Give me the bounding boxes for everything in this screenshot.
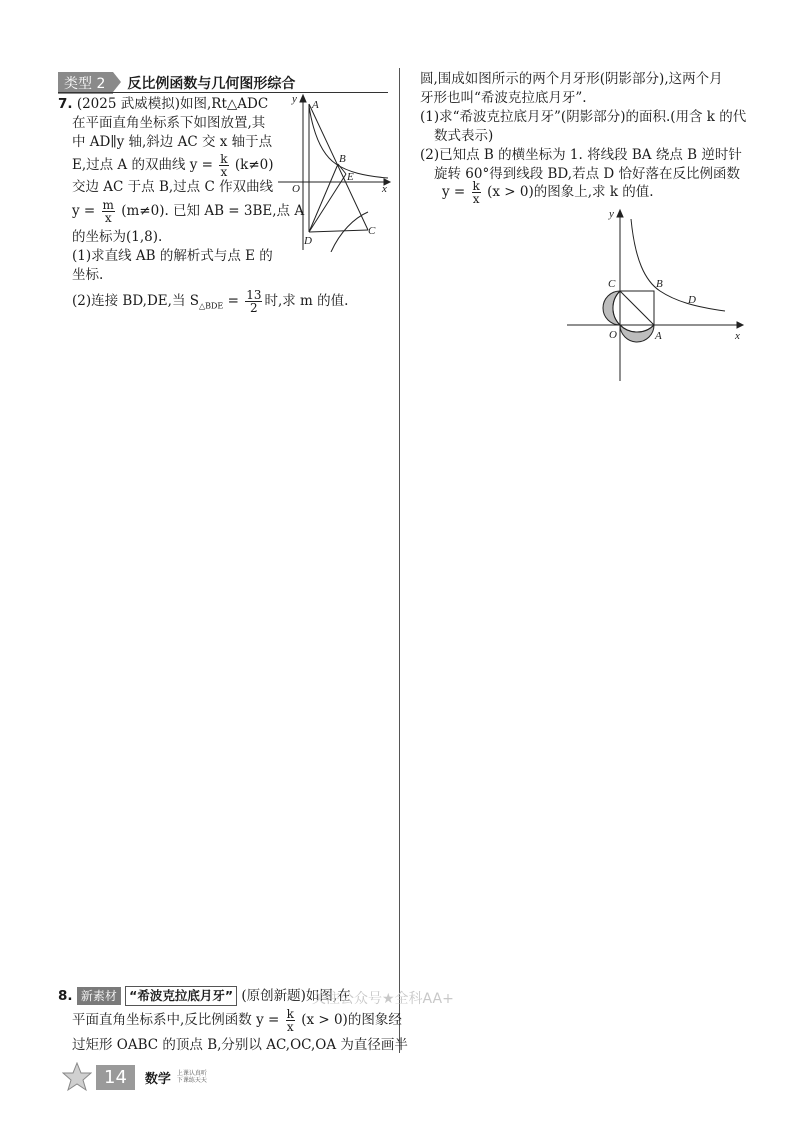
section-title: 反比例函数与几何图形综合 — [127, 76, 296, 92]
fig8-label-c: C — [608, 278, 616, 290]
fig7-segment-bd — [309, 164, 338, 232]
q8-title: “希波克拉底月牙” — [125, 986, 237, 1006]
q7-frac-s: $\frac{13}{2}$ — [246, 288, 262, 315]
star-logo-icon — [62, 1062, 92, 1092]
fig7-label-e: E — [347, 171, 354, 183]
q7-line4a: E,过点 A 的双曲线 y = — [72, 157, 213, 173]
fig8-label-d: D — [688, 294, 696, 306]
footer-subject: 数学 — [144, 1071, 171, 1087]
q7-frac-m: $\frac{m}{x}$ — [102, 198, 114, 225]
q7-number: 7. — [58, 96, 73, 112]
q7-part2c: 时,求 m 的值. — [264, 293, 349, 309]
figure-q8 — [565, 205, 745, 383]
q8-part2c1: y = — [442, 184, 466, 200]
fig8-diagonal-ac — [620, 291, 654, 325]
q7-line1: (2025 武威模拟)如图,Rt△ADC — [76, 96, 269, 112]
q8-number: 8. — [58, 988, 73, 1004]
q8-new-material-badge: 新素材 — [77, 987, 121, 1005]
fig7-label-x: x — [382, 183, 387, 195]
q7-line5: 交边 AC 于点 B,过点 C 作双曲线 — [72, 179, 274, 195]
q8-part2b: 旋转 60°得到线段 BD,若点 D 恰好落在反比例函数 — [434, 166, 740, 182]
footer-slogan: 上课认真听 下课练天天 — [176, 1070, 207, 1084]
fig8-lune-bottom — [620, 325, 654, 342]
q7-line6b: (m≠0). 已知 AB = 3BE,点 A — [121, 203, 305, 219]
q8-line2b: (x > 0)的图象经 — [301, 1012, 402, 1028]
q8-frac-k: $\frac{k}{x}$ — [286, 1007, 294, 1034]
q8-part1b: 数式表示) — [434, 128, 494, 144]
q8-part1a: (1)求“希波克拉底月牙”(阴影部分)的面积.(用含 k 的代 — [420, 109, 747, 125]
q8-part2c2: (x > 0)的图象上,求 k 的值. — [487, 184, 654, 200]
q8-line3: 过矩形 OABC 的顶点 B,分别以 AC,OC,OA 为直径画半 — [72, 1037, 408, 1053]
q8-right-line1: 圆,围成如图所示的两个月牙形(阴影部分),这两个月 — [420, 71, 723, 87]
q8-line2a: 平面直角坐标系中,反比例函数 y = — [72, 1012, 280, 1028]
q8-part2-frac-k: $\frac{k}{x}$ — [472, 179, 480, 206]
q7-part2-sub: △BDE — [198, 301, 224, 311]
column-divider — [399, 68, 400, 1053]
fig7-label-a: A — [312, 99, 319, 111]
q7-line6a: y = — [72, 203, 96, 219]
q8-right-line2: 牙形也叫“希波克拉底月牙”. — [420, 90, 587, 106]
fig7-label-d: D — [304, 235, 312, 247]
q8-part2a: (2)已知点 B 的横坐标为 1. 将线段 BA 绕点 B 逆时针 — [420, 147, 742, 163]
q7-line7: 的坐标为(1,8). — [72, 229, 163, 245]
q8-source: (原创新题)如图,在 — [241, 988, 351, 1004]
fig8-lune-left — [603, 291, 620, 325]
fig7-side-dc — [309, 230, 368, 232]
fig8-label-o: O — [609, 329, 617, 341]
section-tag: 类型 2 — [58, 72, 113, 94]
fig8-label-y: y — [609, 208, 614, 220]
fig7-label-o: O — [292, 183, 300, 195]
fig7-label-y: y — [292, 93, 297, 105]
q7-line2: 在平面直角坐标系下如图放置,其 — [72, 115, 266, 131]
figure-q7 — [276, 92, 394, 252]
q7-part2a: (2)连接 BD,DE,当 S — [72, 293, 199, 309]
page-footer — [62, 1062, 207, 1092]
q7-line4b: (k≠0) — [234, 157, 274, 173]
fig7-label-c: C — [368, 225, 376, 237]
q7-part1b: 坐标. — [72, 267, 104, 283]
fig7-label-b: B — [339, 153, 346, 165]
fig7-hyperbola-k — [309, 106, 388, 178]
q7-frac-k: $\frac{k}{x}$ — [220, 152, 228, 179]
fig8-label-x: x — [735, 330, 740, 342]
page-number: 14 — [96, 1065, 135, 1090]
fig7-segment-de — [309, 174, 346, 232]
fig8-label-a: A — [655, 330, 662, 342]
q7-part1a: (1)求直线 AB 的解析式与点 E 的 — [72, 248, 273, 264]
q7-part2b: = — [227, 293, 239, 309]
fig8-hyperbola — [631, 219, 725, 311]
watermark: 关注公众号★全科AA+ — [312, 991, 454, 1007]
section-banner — [58, 72, 295, 94]
fig8-label-b: B — [656, 278, 663, 290]
q7-line3: 中 AD∥y 轴,斜边 AC 交 x 轴于点 — [72, 134, 273, 150]
